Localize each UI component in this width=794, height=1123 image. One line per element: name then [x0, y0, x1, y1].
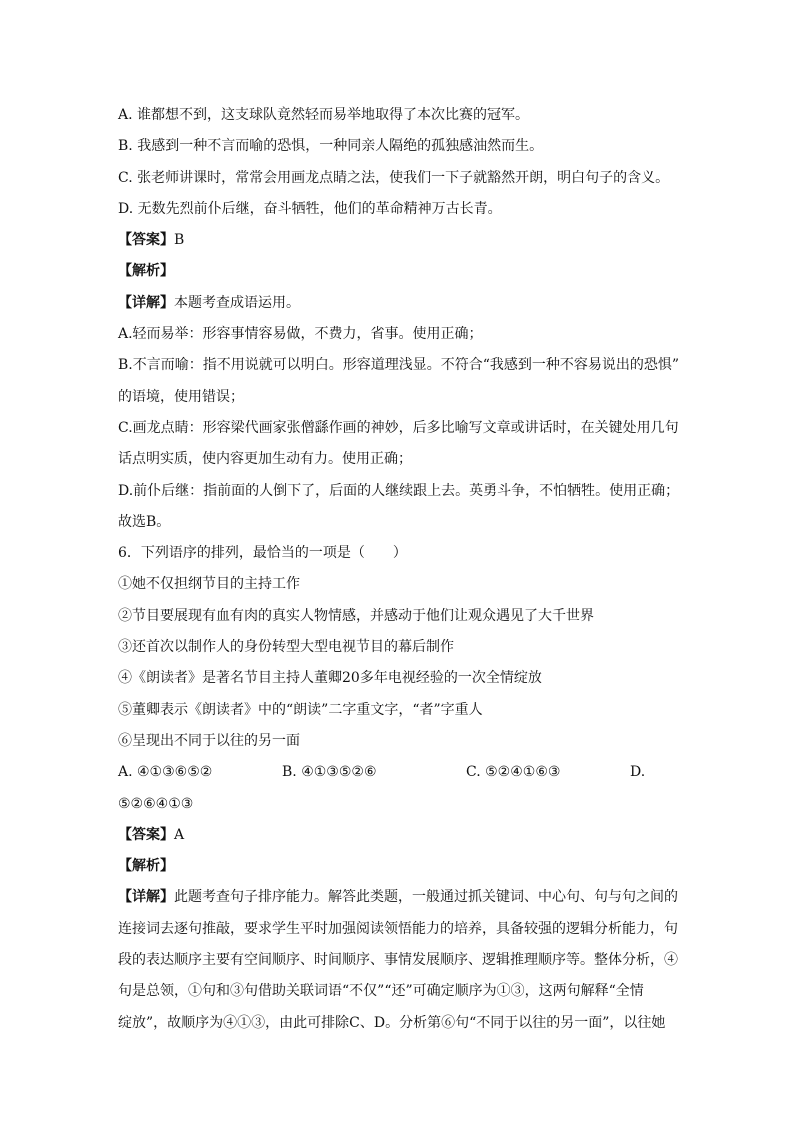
q5-option-c: C. 张老师讲课时，常常会用画龙点睛之法，使我们一下子就豁然开朗，明白句子的含义。 [118, 169, 670, 186]
answer-tag: 【答案】 [118, 826, 174, 843]
q6-item: ⑤董卿表示《朗读者》中的“朗读”二字重文字，“者”字重人 [118, 701, 483, 718]
answer-value: A [174, 826, 185, 843]
q6-stem: 6．下列语序的排列，最恰当的一项是（ ） [118, 545, 407, 562]
detail-tag: 【详解】 [118, 294, 174, 311]
q6-detail-line [118, 882, 678, 913]
detail-text: 本题考查成语运用。 [174, 294, 300, 311]
q6-detail-line: 连接词去逐句推敲，要求学生平时加强阅读领悟能力的培养，具备较强的逻辑分析能力，句 [118, 920, 678, 937]
q5-option-b: B. 我感到一种不言而喻的恐惧，一种同亲人隔绝的孤独感油然而生。 [118, 138, 544, 155]
q6-item: ③还首次以制作人的身份转型大型电视节目的幕后制作 [118, 639, 454, 656]
q6-choice-b: B. ④①③⑤②⑥ [282, 764, 377, 781]
q5-detail-line: 话点明实质，使内容更加生动有力。使用正确； [118, 451, 412, 468]
q6-detail-line: 句是总领，①句和③句借助关联词语“不仅”“还”可确定顺序为①③，这两句解释“全情 [118, 983, 644, 1000]
q6-detail-line: 绽放”，故顺序为④①③，由此可排除C、D。分析第⑥句“不同于以往的另一面”，以往她 [118, 1014, 666, 1031]
detail-tag: 【详解】 [118, 889, 174, 906]
q6-choice-a: A. ④①③⑥⑤② [118, 764, 213, 781]
q6-item: ④《朗读者》是著名节目主持人董卿20多年电视经验的一次全情绽放 [118, 670, 542, 687]
q6-choice-d-continued: ⑤②⑥④①③ [118, 795, 194, 812]
q5-detail-line: A.轻而易举：形容事情容易做，不费力，省事。使用正确； [118, 326, 483, 343]
answer-tag: 【答案】 [118, 232, 174, 249]
q5-detail-line: C.画龙点睛：形容梁代画家张僧繇作画的神妙，后多比喻写文章或讲话时，在关键处用几句 [118, 419, 679, 436]
q5-detail-line [118, 288, 678, 319]
analysis-tag: 【解析】 [118, 858, 174, 875]
q6-choices [118, 757, 678, 788]
detail-text: 此题考查句子排序能力。解答此类题，一般通过抓关键词、中心句、句与句之间的 [174, 889, 678, 906]
q5-analysis [118, 256, 678, 287]
q6-choice-c: C. ⑤②④①⑥③ [466, 764, 561, 781]
q6-item: ②节目要展现有血有肉的真实人物情感，并感动于他们让观众遇见了大千世界 [118, 607, 594, 624]
q5-option-a: A. 谁都想不到，这支球队竟然轻而易举地取得了本次比赛的冠军。 [118, 107, 530, 123]
analysis-tag: 【解析】 [118, 263, 174, 280]
q6-choice-d: D. [630, 764, 646, 781]
q5-detail-line: D.前仆后继：指前面的人倒下了，后面的人继续跟上去。英勇斗争，不怕牺牲。使用正确； [118, 482, 680, 499]
q5-detail-line: B.不言而喻：指不用说就可以明白。形容道理浅显。不符合“我感到一种不容易说出的恐惧” [118, 357, 680, 374]
document-page [118, 100, 678, 1039]
q6-detail-line: 段的表达顺序主要有空间顺序、时间顺序、事情发展顺序、逻辑推理顺序等。整体分析，④ [118, 952, 678, 969]
q6-answer [118, 820, 678, 851]
q5-answer [118, 225, 678, 256]
answer-value: B [174, 232, 185, 249]
q5-detail-line: 故选B。 [118, 513, 171, 530]
q5-option-d: D. 无数先烈前仆后继，奋斗牺牲，他们的革命精神万古长青。 [118, 200, 502, 217]
q5-detail-line: 的语境，使用错误； [118, 388, 244, 405]
q6-item: ①她不仅担纲节目的主持工作 [118, 576, 300, 593]
q6-analysis [118, 851, 678, 882]
q6-item: ⑥呈现出不同于以往的另一面 [118, 732, 300, 749]
